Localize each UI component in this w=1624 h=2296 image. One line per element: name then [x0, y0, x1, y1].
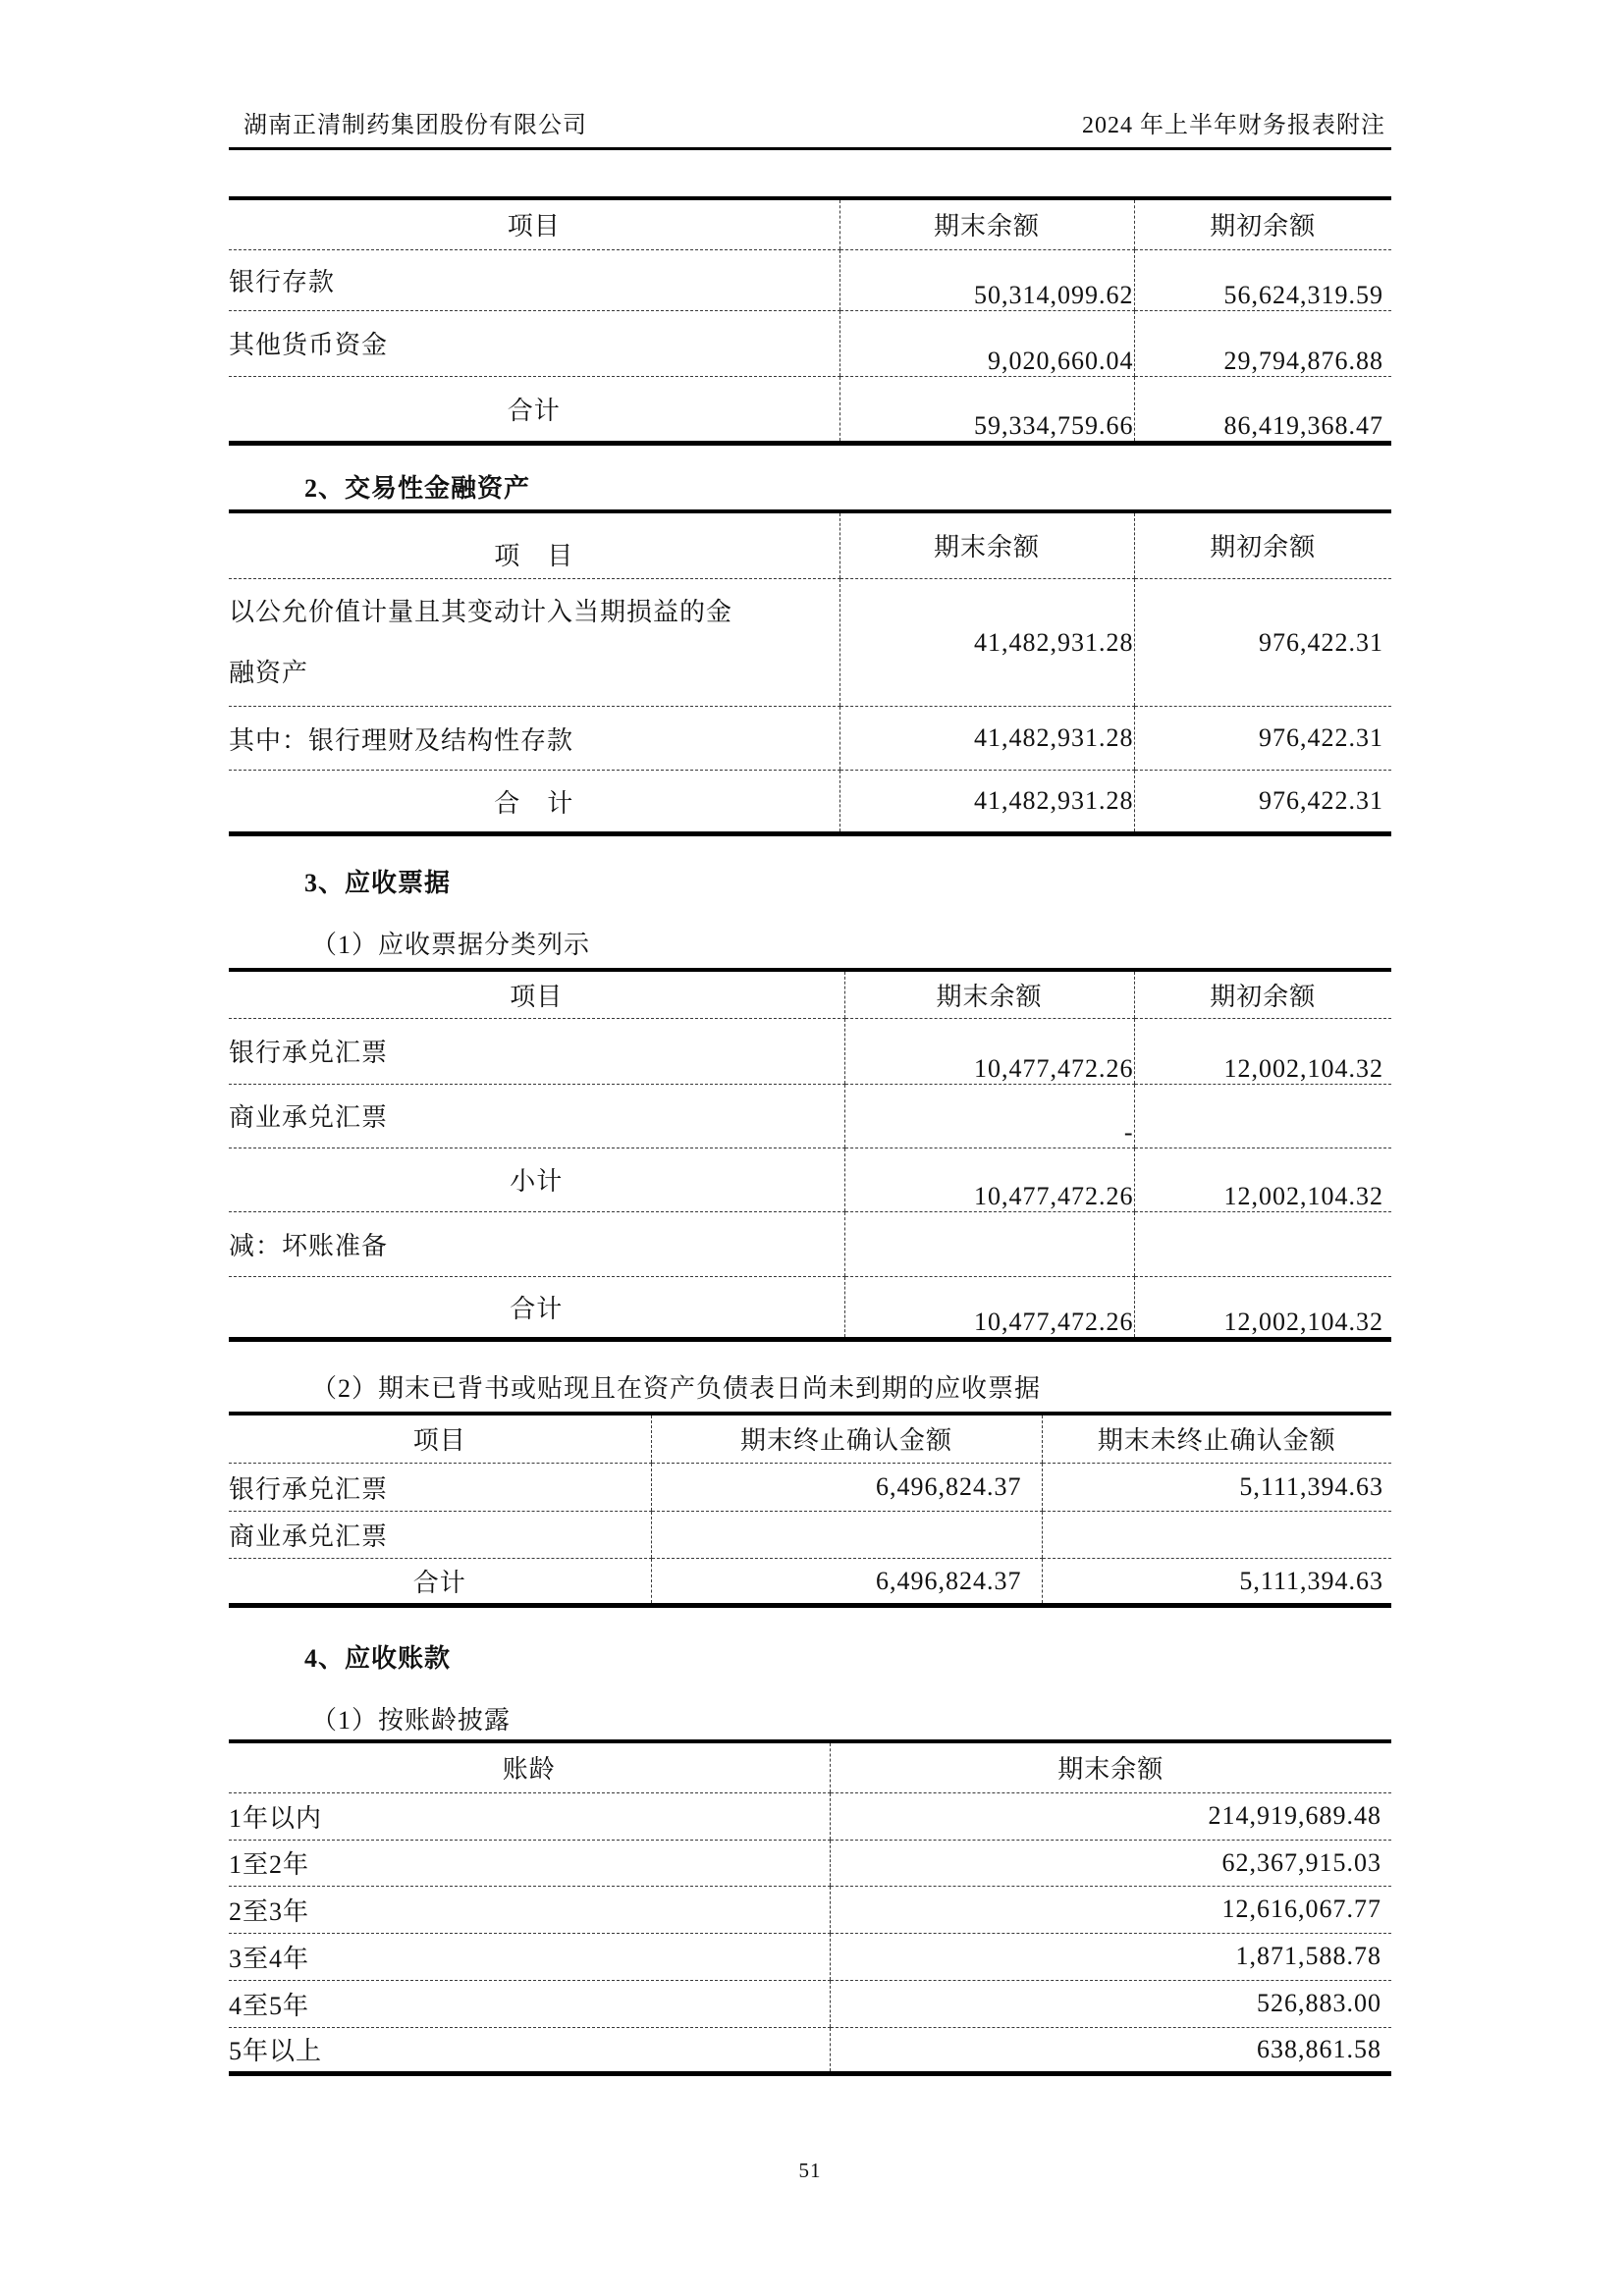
table-header-row [229, 1741, 1391, 1792]
ending-balance-value: 62,367,915.03 [830, 1840, 1391, 1886]
column-header-ending-balance: 期末余额 [844, 970, 1134, 1018]
subtotal-label: 小计 [229, 1148, 844, 1211]
item-label-text: 以公允价值计量且其变动计入当期损益的金融资产 [229, 597, 733, 687]
column-header-item: 项目 [229, 970, 844, 1018]
table-header-row [229, 1414, 1391, 1464]
item-label [229, 579, 839, 707]
item-label: 其他货币资金 [229, 310, 839, 376]
not-derecognized-value: 5,111,394.63 [1042, 1559, 1391, 1606]
item-label: 商业承兑汇票 [229, 1512, 651, 1559]
beginning-balance-value [1134, 1084, 1391, 1148]
column-header-beginning-balance: 期初余额 [1134, 198, 1391, 249]
table-row [229, 1980, 1391, 2027]
total-row [229, 1276, 1391, 1339]
not-derecognized-value: 5,111,394.63 [1042, 1464, 1391, 1512]
company-name: 湖南正清制药集团股份有限公司 [244, 113, 587, 138]
table-row [229, 707, 1391, 771]
ending-balance-value: 59,334,759.66 [839, 376, 1134, 443]
page-footer [229, 2159, 1391, 2183]
beginning-balance-value: 976,422.31 [1134, 579, 1391, 707]
ending-balance-value: 526,883.00 [830, 1980, 1391, 2027]
ending-balance-value: 638,861.58 [830, 2027, 1391, 2073]
column-header-ending-balance: 期末余额 [839, 511, 1134, 579]
beginning-balance-value: 12,002,104.32 [1134, 1148, 1391, 1211]
trading-financial-assets-table [229, 509, 1391, 837]
item-label: 减：坏账准备 [229, 1211, 844, 1276]
table-row [229, 1886, 1391, 1933]
table-row [229, 1933, 1391, 1980]
derecognized-value: 6,496,824.37 [651, 1559, 1042, 1606]
aging-label: 4至5年 [229, 1980, 830, 2027]
table-row [229, 1464, 1391, 1512]
subsection-heading-endorsed-notes: （2）期末已背书或贴现且在资产负债表日尚未到期的应收票据 [311, 1373, 1042, 1403]
column-header-item: 项目 [229, 198, 839, 249]
column-header-item: 项 目 [229, 511, 839, 579]
ending-balance-value: 214,919,689.48 [830, 1792, 1391, 1840]
ending-balance-value: 10,477,472.26 [844, 1148, 1134, 1211]
table-row [229, 310, 1391, 376]
beginning-balance-value: 29,794,876.88 [1134, 310, 1391, 376]
beginning-balance-value [1134, 1211, 1391, 1276]
table-row [229, 1084, 1391, 1148]
report-title: 2024 年上半年财务报表附注 [1082, 113, 1385, 138]
item-label: 商业承兑汇票 [229, 1084, 844, 1148]
derecognized-value: 6,496,824.37 [651, 1464, 1042, 1512]
column-header-item: 项目 [229, 1414, 651, 1464]
derecognized-value [651, 1512, 1042, 1559]
aging-label: 2至3年 [229, 1886, 830, 1933]
section-heading-accounts-receivable: 4、应收账款 [304, 1644, 452, 1673]
column-header-ending-balance: 期末余额 [839, 198, 1134, 249]
table-row [229, 579, 1391, 707]
table-row [229, 1840, 1391, 1886]
ending-balance-value: 10,477,472.26 [844, 1276, 1134, 1339]
table-row [229, 249, 1391, 310]
item-label: 银行承兑汇票 [229, 1464, 651, 1512]
ending-balance-value [844, 1211, 1134, 1276]
ending-balance-value: 9,020,660.04 [839, 310, 1134, 376]
ending-balance-value: 41,482,931.28 [839, 771, 1134, 834]
table-row [229, 1512, 1391, 1559]
total-row [229, 1559, 1391, 1606]
page-header [229, 113, 1391, 150]
subsection-heading-notes-classification: （1）应收票据分类列示 [311, 931, 591, 959]
total-label: 合计 [229, 1276, 844, 1339]
item-label: 银行存款 [229, 249, 839, 310]
column-header-not-derecognized-amount: 期末未终止确认金额 [1042, 1414, 1391, 1464]
beginning-balance-value: 86,419,368.47 [1134, 376, 1391, 443]
aging-label: 1年以内 [229, 1792, 830, 1840]
total-row [229, 771, 1391, 834]
column-header-ending-balance: 期末余额 [830, 1741, 1391, 1792]
ending-balance-value: 41,482,931.28 [839, 579, 1134, 707]
table-row [229, 2027, 1391, 2073]
column-header-beginning-balance: 期初余额 [1134, 511, 1391, 579]
ending-balance-value: 1,871,588.78 [830, 1933, 1391, 1980]
subtotal-row [229, 1148, 1391, 1211]
total-label: 合 计 [229, 771, 839, 834]
page-content [229, 0, 1391, 2183]
table-header-row [229, 511, 1391, 579]
notes-receivable-classification-table [229, 968, 1391, 1342]
beginning-balance-value: 976,422.31 [1134, 707, 1391, 771]
ending-balance-value: 41,482,931.28 [839, 707, 1134, 771]
ending-balance-value: 50,314,099.62 [839, 249, 1134, 310]
column-header-derecognized-amount: 期末终止确认金额 [651, 1414, 1042, 1464]
section-heading-trading-financial-assets: 2、交易性金融资产 [304, 473, 531, 503]
ending-balance-value: 12,616,067.77 [830, 1886, 1391, 1933]
table-row [229, 1211, 1391, 1276]
page-number: 51 [798, 2158, 822, 2182]
total-row [229, 376, 1391, 443]
table-row [229, 1018, 1391, 1084]
total-label: 合计 [229, 1559, 651, 1606]
column-header-aging: 账龄 [229, 1741, 830, 1792]
item-label: 其中：银行理财及结构性存款 [229, 707, 839, 771]
beginning-balance-value: 976,422.31 [1134, 771, 1391, 834]
aging-label: 3至4年 [229, 1933, 830, 1980]
beginning-balance-value: 12,002,104.32 [1134, 1018, 1391, 1084]
beginning-balance-value: 56,624,319.59 [1134, 249, 1391, 310]
aging-label: 5年以上 [229, 2027, 830, 2073]
item-label: 银行承兑汇票 [229, 1018, 844, 1084]
subsection-heading-aging-disclosure: （1）按账龄披露 [311, 1706, 512, 1735]
not-derecognized-value [1042, 1512, 1391, 1559]
aging-label: 1至2年 [229, 1840, 830, 1886]
endorsed-notes-table [229, 1412, 1391, 1609]
beginning-balance-value: 12,002,104.32 [1134, 1276, 1391, 1339]
monetary-funds-table [229, 196, 1391, 446]
accounts-receivable-aging-table [229, 1739, 1391, 2076]
table-row [229, 1792, 1391, 1840]
ending-balance-value: 10,477,472.26 [844, 1018, 1134, 1084]
table-header-row [229, 970, 1391, 1018]
total-label: 合计 [229, 376, 839, 443]
column-header-beginning-balance: 期初余额 [1134, 970, 1391, 1018]
section-heading-notes-receivable: 3、应收票据 [304, 869, 452, 897]
table-header-row [229, 198, 1391, 249]
ending-balance-value: - [844, 1084, 1134, 1148]
